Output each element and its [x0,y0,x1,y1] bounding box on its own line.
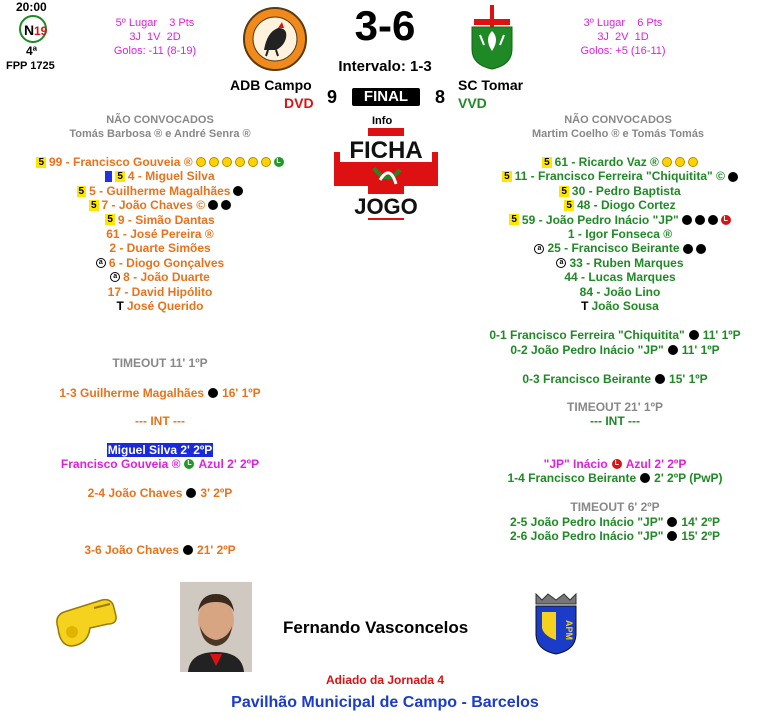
away-points: 6 Pts [637,17,663,29]
event-time: 11' 1ºP [681,343,720,357]
player-name: 48 - Diogo Cortez [576,198,676,213]
player-name: 8 - João Duarte [123,270,210,285]
event-text: --- INT --- [135,414,185,428]
league-code: FPP 1725 [6,60,55,72]
roster-player[interactable] [480,213,760,227]
goalkeeper-icon: a [556,258,566,268]
ball-icon [186,488,196,498]
yellow-mark-icon [675,157,685,167]
roster-player[interactable] [20,227,300,241]
event-text: --- INT --- [590,414,640,428]
match-event [470,457,760,471]
home-crest-icon[interactable] [242,6,308,72]
event-time: 11' 1ºP [702,328,741,342]
starter-badge: 5 [511,214,517,226]
yellow-mark-icon [662,157,672,167]
ficha-jogo-icon[interactable] [334,128,438,220]
ball-icon [708,215,718,225]
event-time: Azul 2' 2ºP [625,457,687,471]
match-event [470,400,760,414]
coach-icon: T [581,299,589,314]
roster-player[interactable] [480,198,760,212]
event-time: 14' 2ºP [681,515,721,529]
halftime-score: Intervalo: 1-3 [338,58,432,75]
info-link[interactable]: Info [372,115,393,127]
away-not-called-list: Martim Coelho ® e Tomás Tomás [531,128,705,140]
ball-icon [640,473,650,483]
goalkeeper-icon: a [110,272,120,282]
event-time: 3' 2ºP [200,486,233,500]
event-time: Azul 2' 2ºP [198,457,260,471]
event-text: TIMEOUT 6' 2ºP [570,500,660,514]
ball-icon [695,215,705,225]
roster-player[interactable] [480,155,760,169]
ball-icon [667,517,677,527]
event-text: Francisco Gouveia ® [60,457,181,471]
final-score: 3-6 [354,2,416,49]
ball-icon [233,186,243,196]
match-event [470,414,760,428]
match-event [470,343,760,357]
player-name: 4 - Miguel Silva [127,169,215,184]
starter-badge: 5 [78,185,85,197]
match-note: Adiado da Jornada 4 [325,673,445,687]
home-standing [90,16,220,58]
player-name: 17 - David Hipólito [107,284,213,299]
player-name: João Sousa [591,299,659,314]
home-form: DVD [284,95,314,111]
roster-player[interactable] [20,241,300,255]
home-position: 5º Lugar [115,17,157,29]
match-time: 20:00 [16,0,47,14]
player-name: 6 - Diogo Gonçalves [108,255,225,270]
goalkeeper-icon: a [534,244,544,254]
roster-player[interactable] [480,184,760,198]
roster-player[interactable] [480,256,760,270]
match-event [20,356,300,370]
ball-icon [208,388,218,398]
referee-avatar-icon [180,582,252,672]
referee-name[interactable]: Fernando Vasconcelos [283,618,469,637]
starter-badge: 5 [561,185,567,197]
home-record: 3J 1V 2D [129,31,181,43]
event-time: 15' 1ºP [669,372,708,386]
ball-icon [683,244,693,254]
card-icon [105,171,112,182]
roster-player[interactable] [20,256,300,270]
event-text: Miguel Silva 2' 2ºP [107,443,213,457]
roster-player[interactable] [480,169,760,183]
roster-player[interactable] [20,285,300,299]
whistle-icon [50,594,120,654]
roster-player[interactable] [480,285,760,299]
roster-player[interactable] [480,227,760,241]
ficha-bottom-text: JOGO [354,194,418,219]
event-text: 2-6 João Pedro Inácio "JP" [509,529,664,543]
event-text: TIMEOUT 11' 1ºP [112,356,208,370]
away-team-name[interactable]: SC Tomar [458,77,524,93]
player-name: 59 - João Pedro Inácio "JP" [521,212,679,227]
player-name: 61 - José Pereira ® [106,227,214,242]
home-roster [20,155,300,313]
roster-player[interactable] [480,270,760,284]
yellow-mark-icon [222,157,232,167]
match-event [20,543,300,557]
ball-icon [668,345,678,355]
ball-icon [655,374,665,384]
svg-text:N: N [24,22,35,38]
event-text: 2-5 João Pedro Inácio "JP" [509,515,664,529]
referee-photo [180,582,252,672]
round-logo-icon [18,14,48,44]
starter-badge: 5 [90,199,97,211]
event-time: 15' 2ºP [681,529,721,543]
player-name: José Querido [126,299,204,314]
away-standing [558,16,688,58]
match-event [20,486,300,500]
yellow-mark-icon [688,157,698,167]
match-event [20,386,300,400]
match-event [20,457,300,471]
ball-icon [221,200,231,210]
blue-card-icon: L [184,459,194,469]
event-text: 0-3 Francisco Beirante [522,372,652,386]
away-goals: Golos: +5 (16-11) [580,45,666,57]
player-name: 99 - Francisco Gouveia ® [49,155,193,169]
ball-icon [208,200,218,210]
away-crest-icon[interactable] [470,5,514,71]
starter-badge: 5 [107,214,113,226]
match-event [20,414,300,428]
roster-player[interactable] [480,299,760,313]
starter-badge: 5 [504,171,510,183]
player-name: 25 - Francisco Beirante [547,241,680,256]
away-form: VVD [458,95,487,111]
roster-player[interactable] [20,155,300,169]
roster-player[interactable] [20,270,300,284]
yellow-mark-icon [235,157,245,167]
goalkeeper-icon: a [96,258,106,268]
blue-card-icon: L [274,157,284,167]
home-goals: Golos: -11 (8-19) [113,45,197,57]
venue-name[interactable]: Pavilhão Municipal de Campo - Barcelos [231,694,539,711]
roster-player[interactable] [20,169,300,183]
blue-card-icon: L [612,459,622,469]
ball-icon [689,330,699,340]
ball-icon [728,172,738,182]
ficha-top-text: FICHA [349,137,423,164]
event-time: 16' 1ºP [222,386,261,400]
ball-icon [183,545,193,555]
match-event [470,471,760,485]
player-name: 9 - Simão Dantas [117,212,215,227]
away-position: 3º Lugar [583,17,625,29]
event-text: 0-1 Francisco Ferreira "Chiquitita" [489,328,685,342]
match-event [470,515,760,529]
event-text: 1-3 Guilherme Magalhães [59,386,205,400]
apm-logo-text: APM [564,620,574,640]
starter-badge: 5 [117,171,123,183]
roster-player[interactable] [20,198,300,212]
home-fouls: 9 [327,87,338,107]
match-event [470,529,760,543]
event-time: 2' 2ºP (PwP) [654,471,723,485]
player-name: 44 - Lucas Marques [564,270,676,285]
ball-icon [696,244,706,254]
blue-card-icon: L [721,215,731,225]
event-time: 21' 2ºP [197,543,236,557]
apm-association-icon [530,590,582,656]
match-event [20,443,300,457]
away-roster [480,155,760,313]
yellow-mark-icon [196,157,206,167]
coach-icon: T [116,299,124,314]
away-fouls: 8 [435,87,446,107]
player-name: 84 - João Lino [579,284,661,299]
roster-player[interactable] [20,213,300,227]
player-name: 1 - Igor Fonseca ® [567,227,673,242]
away-record: 3J 2V 1D [597,31,649,43]
ball-icon [667,531,677,541]
event-text: 0-2 João Pedro Inácio "JP" [510,343,664,357]
event-text: 1-4 Francisco Beirante [507,471,637,485]
home-points: 3 Pts [169,17,195,29]
match-event [470,372,760,386]
event-text: "JP" Inácio [543,457,608,471]
player-name: 5 - Guilherme Magalhães [89,183,231,198]
player-name: 2 - Duarte Simões [109,241,211,256]
home-team-name[interactable]: ADB Campo [230,77,312,93]
home-not-called-title: NÃO CONVOCADOS [106,114,214,126]
yellow-mark-icon [209,157,219,167]
match-event [470,500,760,514]
roster-player[interactable] [20,184,300,198]
event-text: TIMEOUT 21' 1ºP [567,400,663,414]
player-name: 11 - Francisco Ferreira "Chiquitita" © [514,169,725,184]
starter-badge: 5 [544,156,550,168]
svg-text:19: 19 [34,24,48,38]
roster-player[interactable] [20,299,300,313]
event-text: 2-4 João Chaves [87,486,183,500]
roster-player[interactable] [480,241,760,255]
round-number: 4ª [26,44,38,58]
event-text: 3-6 João Chaves [84,543,180,557]
player-name: 30 - Pedro Baptista [571,183,681,198]
yellow-mark-icon [261,157,271,167]
player-name: 33 - Ruben Marques [569,255,684,270]
yellow-mark-icon [248,157,258,167]
starter-badge: 5 [38,156,44,168]
ball-icon [682,215,692,225]
player-name: 7 - João Chaves © [101,198,206,213]
match-status-badge: FINAL [352,88,420,106]
starter-badge: 5 [566,199,572,211]
away-not-called-title: NÃO CONVOCADOS [564,114,672,126]
player-name: 61 - Ricardo Vaz ® [554,155,659,169]
match-event [470,328,760,342]
home-not-called-list: Tomás Barbosa ® e André Senra ® [69,128,251,140]
